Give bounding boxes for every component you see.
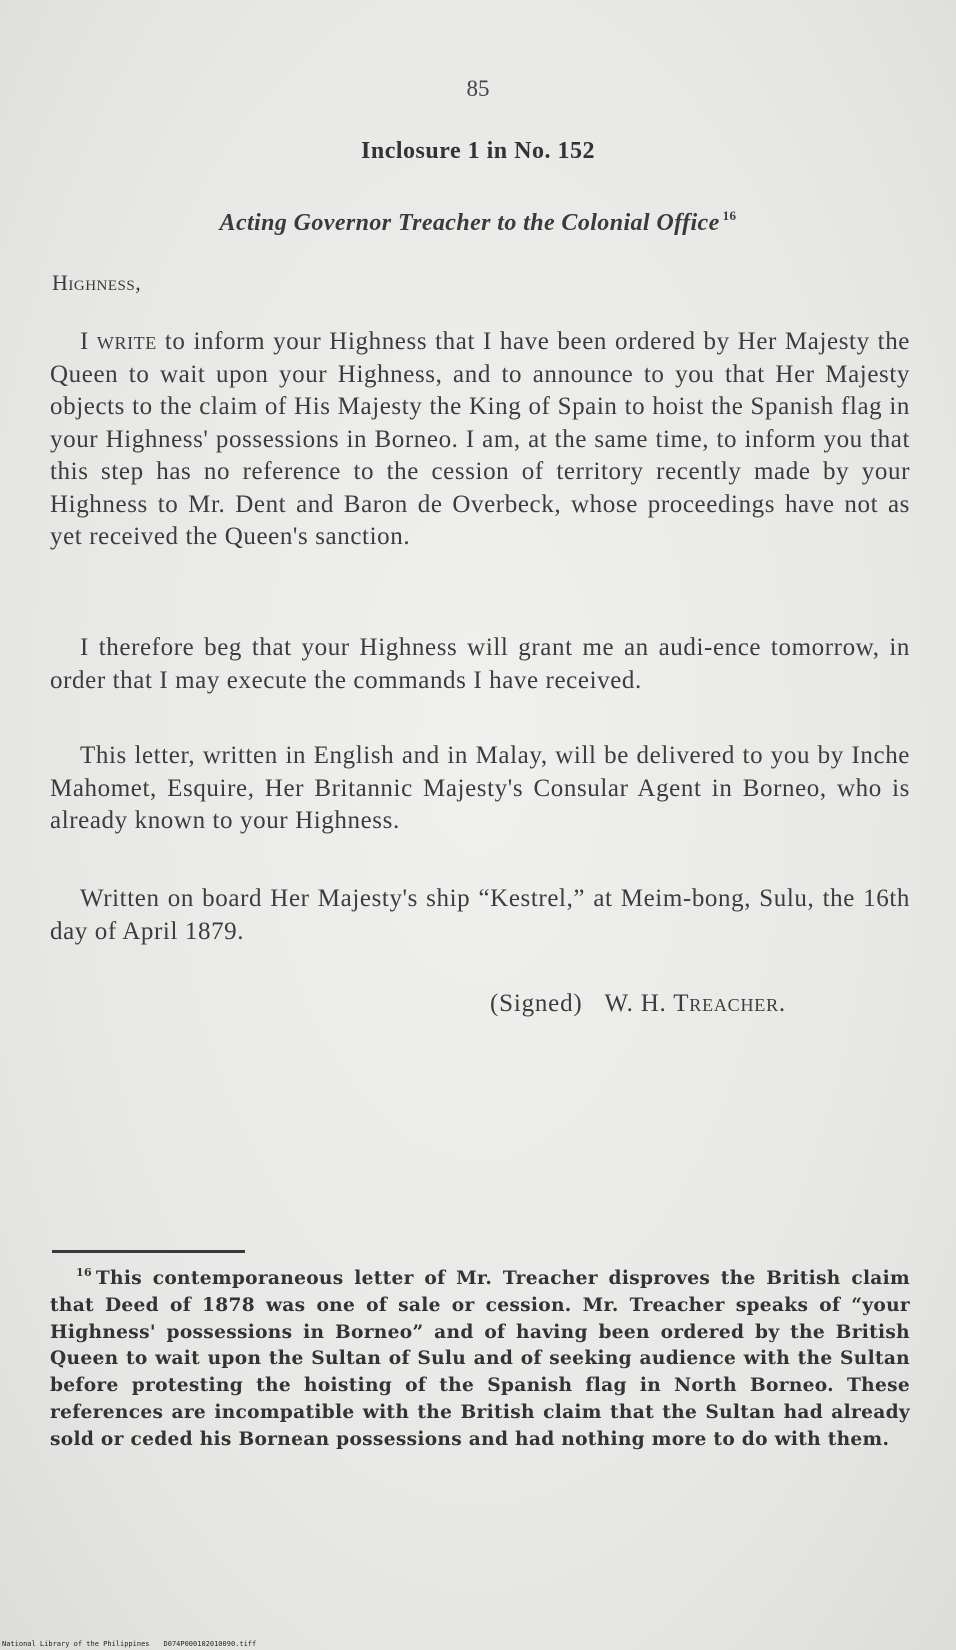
paragraph-3 [50,740,910,838]
footnote [50,1260,910,1454]
paragraph-4-text: Written on board Her Majesty's ship “Kestrel,” at Meim-bong, Sulu, the 16th day of April 1879. [50,885,910,945]
heading-footnote-ref: 16 [722,208,737,223]
scan-source-line [2,1640,256,1648]
paragraph-3-text: This letter, written in English and in Malay, will be delivered to you by Inche Mahomet, Esquire, Her Britannic Majesty's Consular Agent in Borneo, who is already known to your Highness. [50,742,910,834]
footnote-mark: 16 [76,1266,92,1279]
paragraph-2 [50,632,910,697]
footnote-divider [52,1250,245,1253]
page-number: 85 [466,76,490,101]
letter-heading [0,208,956,237]
heading-text: Acting Governor Treacher to the Colonial Office [219,210,720,236]
source-file: D074P000102010090.tiff [163,1640,257,1648]
signatory-name: W. H. Treacher. [604,990,786,1017]
paragraph-4 [50,883,910,948]
enclosure-title: Inclosure 1 in No. 152 [361,138,595,164]
paragraph-1-lead: I write [80,328,157,355]
signature-block [490,990,786,1018]
signed-label: (Signed) [490,990,583,1017]
paragraph-1-text: to inform your Highness that I have been ordered by Her Majesty the Queen to wait upon your Highness, and to announce to you that Her Majesty objects to the claim of His Majesty the King of Spain to hoist the Spanish flag in your Highness' possessions in Borneo. I am, at the same time, to inform you that this step has no reference to the cession of territory recently made by your Highness to Mr. Dent and Baron de Overbeck, whose proceedings have not as yet received the Queen's sanction. [50,328,910,550]
source-library: National Library of the Philippines [2,1640,150,1648]
salutation: Highness, [52,270,142,295]
footnote-text: This contemporaneous letter of Mr. Treacher disproves the British claim that Deed of 1878 was one of sale or cession. Mr. Treacher speaks of “your Highness' possessions in Borneo” and of having been ordered by the British Queen to wait upon the Sultan of Sulu and of seeking audience with the Sultan before protesting the hoisting of the Spanish flag in North Borneo. These references are incompatible with the British claim that the Sultan had already sold or ceded his Bornean possessions and had nothing more to do with them. [50,1268,910,1450]
paragraph-2-text: I therefore beg that your Highness will grant me an audi-ence tomorrow, in order that I may execute the commands I have received. [50,634,910,694]
paragraph-1 [50,326,910,554]
